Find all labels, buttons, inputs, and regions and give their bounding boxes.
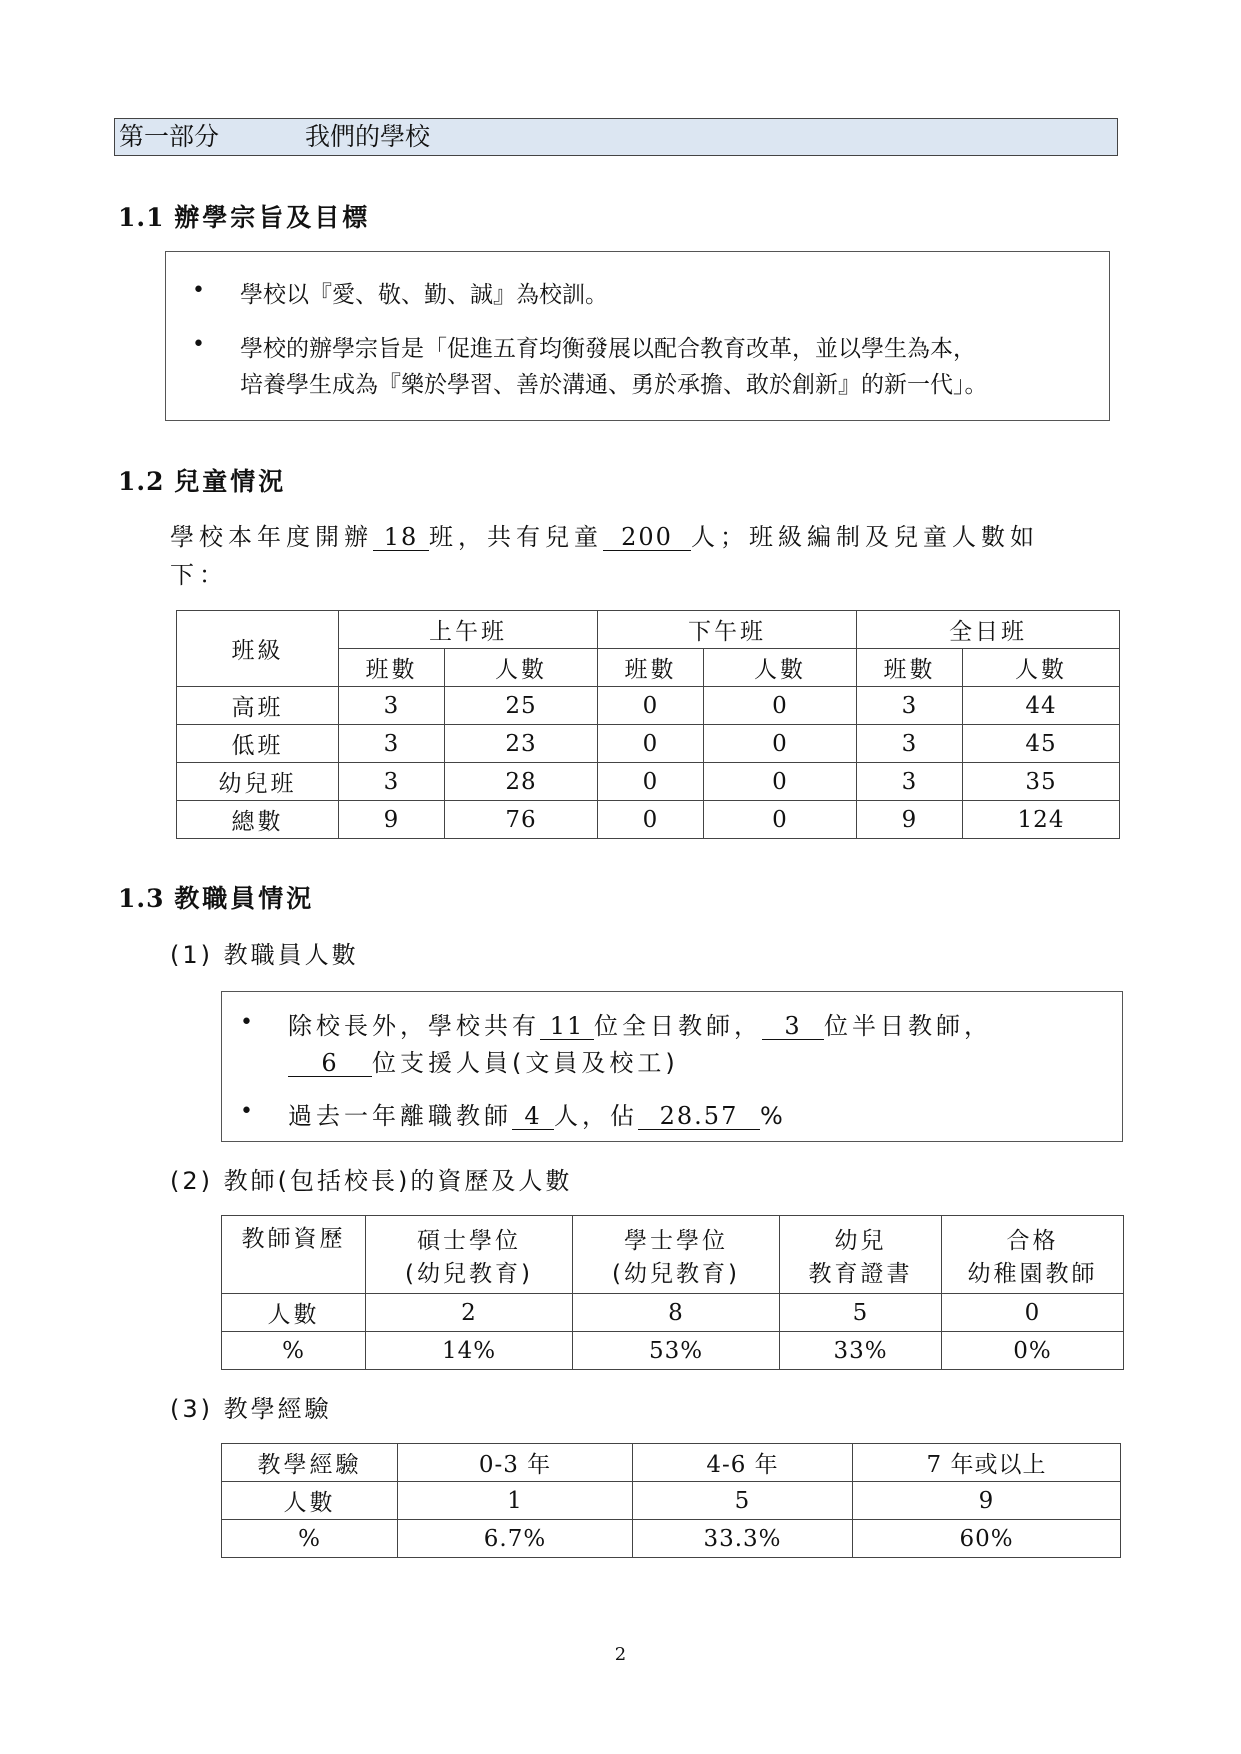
table-cell: 33.3% xyxy=(633,1520,853,1558)
row-label: 低班 xyxy=(177,725,339,763)
staff-line-2 xyxy=(288,1043,679,1078)
table-cell: 44 xyxy=(963,687,1120,725)
header-line: 學士學位 xyxy=(624,1227,728,1254)
intro-text: 班，共有兒童 xyxy=(429,523,603,551)
staff-text: 過去一年離職教師 xyxy=(288,1102,512,1130)
children-intro-line-1 xyxy=(170,517,1039,552)
header-line: (幼兒教育) xyxy=(612,1260,740,1287)
am-header: 上午班 xyxy=(339,611,598,649)
qual-header xyxy=(780,1216,942,1294)
row-label: % xyxy=(222,1332,366,1370)
col-class-header: 班級 xyxy=(177,611,339,687)
fulltime-count: 11 xyxy=(540,1013,594,1040)
row-label: 幼兒班 xyxy=(177,763,339,801)
bullet-dot: • xyxy=(240,1099,253,1124)
table-cell: 53% xyxy=(573,1332,780,1370)
full-header: 全日班 xyxy=(857,611,1120,649)
sub-header: 班數 xyxy=(339,649,445,687)
table-cell: 3 xyxy=(339,725,445,763)
table-row xyxy=(177,725,1120,763)
heading-1-2 xyxy=(118,462,286,498)
staff-text: 位半日教師， xyxy=(824,1012,992,1040)
staff-line-3 xyxy=(288,1096,787,1131)
table-cell: 0 xyxy=(598,687,704,725)
bullet-dot: • xyxy=(240,1010,253,1035)
table-cell: 76 xyxy=(445,801,598,839)
staff-box xyxy=(221,991,1123,1142)
left-count: 4 xyxy=(512,1103,554,1130)
class-count: 18 xyxy=(373,524,429,551)
table-cell: 0 xyxy=(942,1294,1124,1332)
pm-header: 下午班 xyxy=(598,611,857,649)
part-title: 我們的學校 xyxy=(305,122,431,151)
qualification-table xyxy=(221,1215,1124,1370)
qual-header: 教師資歷 xyxy=(222,1216,366,1294)
table-cell: 60% xyxy=(853,1520,1121,1558)
staff-text: 位全日教師， xyxy=(594,1012,762,1040)
table-cell: 9 xyxy=(853,1482,1121,1520)
mission-line-1: 學校的辦學宗旨是「促進五育均衡發展以配合教育改革，並以學生為本， xyxy=(240,336,976,362)
table-cell: 33% xyxy=(780,1332,942,1370)
header-line: (幼兒教育) xyxy=(405,1260,533,1287)
staff-text: 人，佔 xyxy=(554,1102,638,1130)
heading-number: 1.3 xyxy=(118,884,165,913)
header-line: 幼兒 xyxy=(834,1227,887,1254)
aims-box xyxy=(165,251,1110,421)
table-cell: 0% xyxy=(942,1332,1124,1370)
table-cell: 9 xyxy=(339,801,445,839)
table-cell: 3 xyxy=(857,725,963,763)
header-line: 幼稚園教師 xyxy=(967,1260,1098,1287)
header-line: 教育證書 xyxy=(808,1260,913,1287)
table-cell: 35 xyxy=(963,763,1120,801)
staff-text: % xyxy=(760,1102,787,1130)
table-cell: 8 xyxy=(573,1294,780,1332)
subheading-qualifications: (2) 教師(包括校長)的資歷及人數 xyxy=(170,1167,573,1195)
table-cell: 0 xyxy=(598,725,704,763)
table-cell: 5 xyxy=(633,1482,853,1520)
heading-1-1 xyxy=(118,198,370,234)
row-label: 人數 xyxy=(222,1294,366,1332)
bullet-dot: • xyxy=(192,332,205,357)
qual-header xyxy=(573,1216,780,1294)
table-cell: 124 xyxy=(963,801,1120,839)
row-label: 人數 xyxy=(222,1482,398,1520)
table-cell: 3 xyxy=(339,687,445,725)
row-label: 總數 xyxy=(177,801,339,839)
table-cell: 0 xyxy=(704,801,857,839)
heading-title: 教職員情況 xyxy=(174,884,315,913)
table-cell: 1 xyxy=(398,1482,633,1520)
table-row xyxy=(222,1482,1121,1520)
support-count: 6 xyxy=(288,1050,372,1077)
table-cell: 9 xyxy=(857,801,963,839)
heading-title: 兒童情況 xyxy=(174,467,287,496)
table-row xyxy=(177,801,1120,839)
staff-line-1 xyxy=(288,1006,992,1041)
table-cell: 0 xyxy=(598,801,704,839)
table-cell: 45 xyxy=(963,725,1120,763)
intro-text: 人；班級編制及兒童人數如 xyxy=(691,523,1039,551)
halftime-count: 3 xyxy=(762,1013,824,1040)
table-cell: 2 xyxy=(366,1294,573,1332)
table-row xyxy=(177,687,1120,725)
table-row xyxy=(222,1294,1124,1332)
table-cell: 23 xyxy=(445,725,598,763)
sub-header: 班數 xyxy=(857,649,963,687)
row-label: % xyxy=(222,1520,398,1558)
table-cell: 5 xyxy=(780,1294,942,1332)
table-cell: 25 xyxy=(445,687,598,725)
table-row xyxy=(222,1332,1124,1370)
row-label: 高班 xyxy=(177,687,339,725)
heading-number: 1.2 xyxy=(118,467,165,496)
table-cell: 14% xyxy=(366,1332,573,1370)
table-cell: 6.7% xyxy=(398,1520,633,1558)
heading-1-3 xyxy=(118,879,314,915)
children-intro-line-2: 下： xyxy=(170,561,228,589)
sub-header: 班數 xyxy=(598,649,704,687)
table-cell: 3 xyxy=(339,763,445,801)
staff-text: 除校長外，學校共有 xyxy=(288,1012,540,1040)
part-header xyxy=(114,118,1118,156)
qual-header xyxy=(366,1216,573,1294)
table-row xyxy=(222,1520,1121,1558)
header-line: 合格 xyxy=(1006,1227,1059,1254)
sub-header: 人數 xyxy=(704,649,857,687)
subheading-experience: (3) 教學經驗 xyxy=(170,1395,332,1423)
intro-text: 學校本年度開辦 xyxy=(170,523,373,551)
table-cell: 3 xyxy=(857,763,963,801)
mission-line-2: 培養學生成為『樂於學習、善於溝通、勇於承擔、敢於創新』的新一代」。 xyxy=(240,372,988,398)
subheading-staff-count: (1) 教職員人數 xyxy=(170,941,359,969)
table-cell: 28 xyxy=(445,763,598,801)
table-cell: 3 xyxy=(857,687,963,725)
part-number: 第一部分 xyxy=(119,122,220,151)
bullet-dot: • xyxy=(192,278,205,303)
heading-number: 1.1 xyxy=(118,203,165,232)
motto-text: 學校以『愛、敬、勤、誠』為校訓。 xyxy=(240,282,608,308)
exp-header: 7 年或以上 xyxy=(853,1444,1121,1482)
children-count: 200 xyxy=(603,524,691,551)
turnover-pct: 28.57 xyxy=(638,1103,760,1130)
table-cell: 0 xyxy=(704,725,857,763)
exp-header: 0-3 年 xyxy=(398,1444,633,1482)
exp-header: 4-6 年 xyxy=(633,1444,853,1482)
exp-header: 教學經驗 xyxy=(222,1444,398,1482)
qual-header xyxy=(942,1216,1124,1294)
table-cell: 0 xyxy=(704,687,857,725)
children-table xyxy=(176,610,1120,839)
page-number: 2 xyxy=(614,1644,627,1665)
table-row xyxy=(177,763,1120,801)
header-line: 碩士學位 xyxy=(417,1227,521,1254)
sub-header: 人數 xyxy=(445,649,598,687)
table-cell: 0 xyxy=(704,763,857,801)
staff-text: 位支援人員(文員及校工) xyxy=(372,1049,679,1077)
table-cell: 0 xyxy=(598,763,704,801)
heading-title: 辦學宗旨及目標 xyxy=(174,203,371,232)
experience-table xyxy=(221,1443,1121,1558)
sub-header: 人數 xyxy=(963,649,1120,687)
